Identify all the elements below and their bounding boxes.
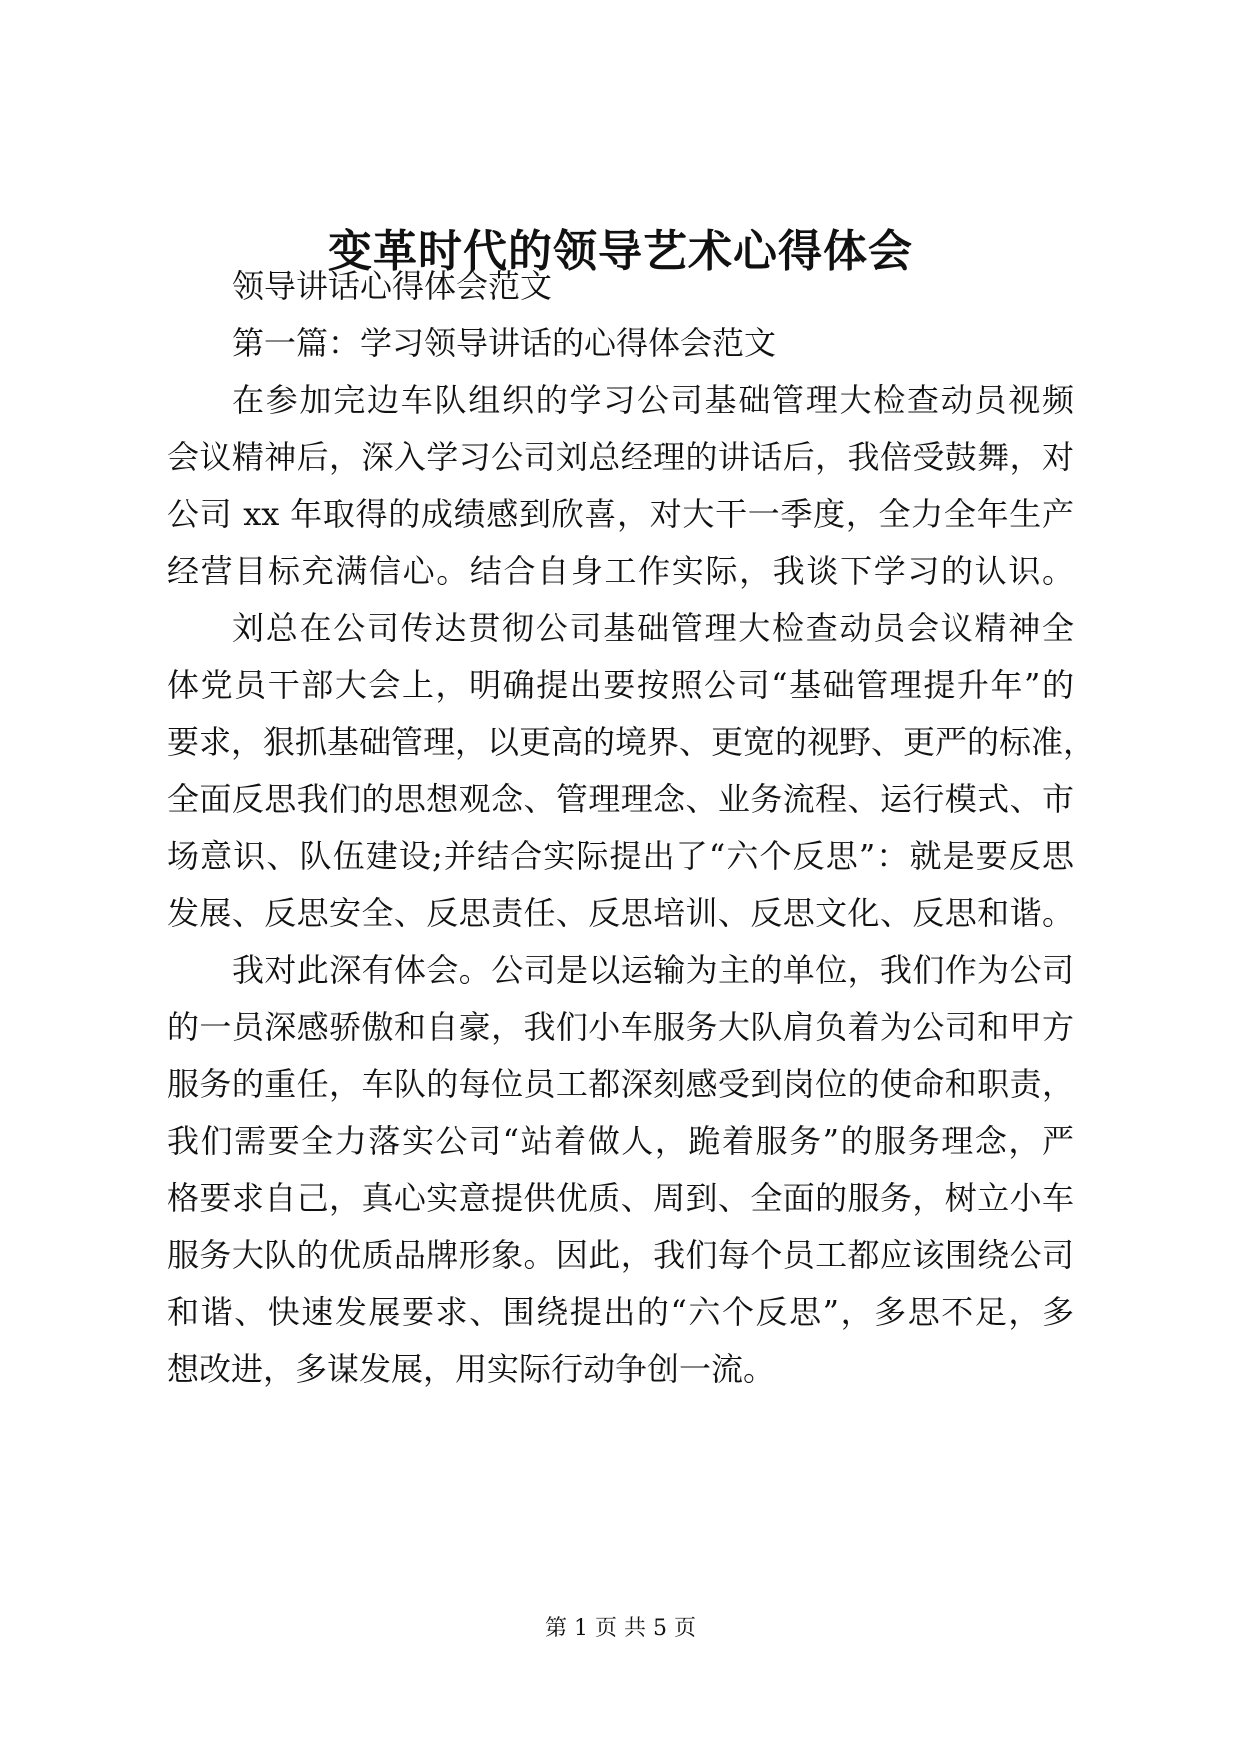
section-heading: 第一篇：学习领导讲话的心得体会范文 (232, 324, 777, 362)
paragraph-1-line-4: 经营目标充满信心。结合自身工作实际，我谈下学习的认识。 (167, 552, 1074, 590)
document-title: 变革时代的领导艺术心得体会 (328, 226, 913, 277)
paragraph-3-line-4: 我们需要全力落实公司“站着做人，跪着服务”的服务理念，严 (167, 1122, 1074, 1160)
paragraph-1-line-3: 公司 xx 年取得的成绩感到欣喜，对大干一季度，全力全年生产 (167, 495, 1074, 533)
paragraph-3-line-8: 想改进，多谋发展，用实际行动争创一流。 (167, 1350, 776, 1388)
paragraph-3-line-2: 的一员深感骄傲和自豪，我们小车服务大队肩负着为公司和甲方 (167, 1008, 1074, 1046)
page-footer: 第 1 页 共 5 页 (545, 1616, 696, 1641)
paragraph-2-line-6: 发展、反思安全、反思责任、反思培训、反思文化、反思和谐。 (167, 894, 1074, 932)
paragraph-2-line-2: 体党员干部大会上，明确提出要按照公司“基础管理提升年”的 (167, 666, 1074, 704)
paragraph-3-line-3: 服务的重任，车队的每位员工都深刻感受到岗位的使命和职责， (167, 1065, 1074, 1103)
subtitle-line: 领导讲话心得体会范文 (232, 267, 553, 305)
paragraph-2-line-3: 要求，狠抓基础管理，以更高的境界、更宽的视野、更严的标准， (167, 723, 1096, 761)
paragraph-1-line-2: 会议精神后，深入学习公司刘总经理的讲话后，我倍受鼓舞，对 (167, 438, 1074, 476)
paragraph-2-line-1: 刘总在公司传达贯彻公司基础管理大检查动员会议精神全 (232, 609, 1074, 647)
paragraph-2-line-4: 全面反思我们的思想观念、管理理念、业务流程、运行模式、市 (167, 780, 1074, 818)
paragraph-3-line-6: 服务大队的优质品牌形象。因此，我们每个员工都应该围绕公司 (167, 1236, 1074, 1274)
paragraph-2-line-5: 场意识、队伍建设;并结合实际提出了“六个反思”：就是要反思 (167, 837, 1074, 875)
paragraph-1-line-1: 在参加完边车队组织的学习公司基础管理大检查动员视频 (232, 381, 1074, 419)
paragraph-3-line-1: 我对此深有体会。公司是以运输为主的单位，我们作为公司 (232, 951, 1074, 989)
paragraph-3-line-7: 和谐、快速发展要求、围绕提出的“六个反思”，多思不足，多 (167, 1293, 1074, 1331)
paragraph-3-line-5: 格要求自己，真心实意提供优质、周到、全面的服务，树立小车 (167, 1179, 1074, 1217)
